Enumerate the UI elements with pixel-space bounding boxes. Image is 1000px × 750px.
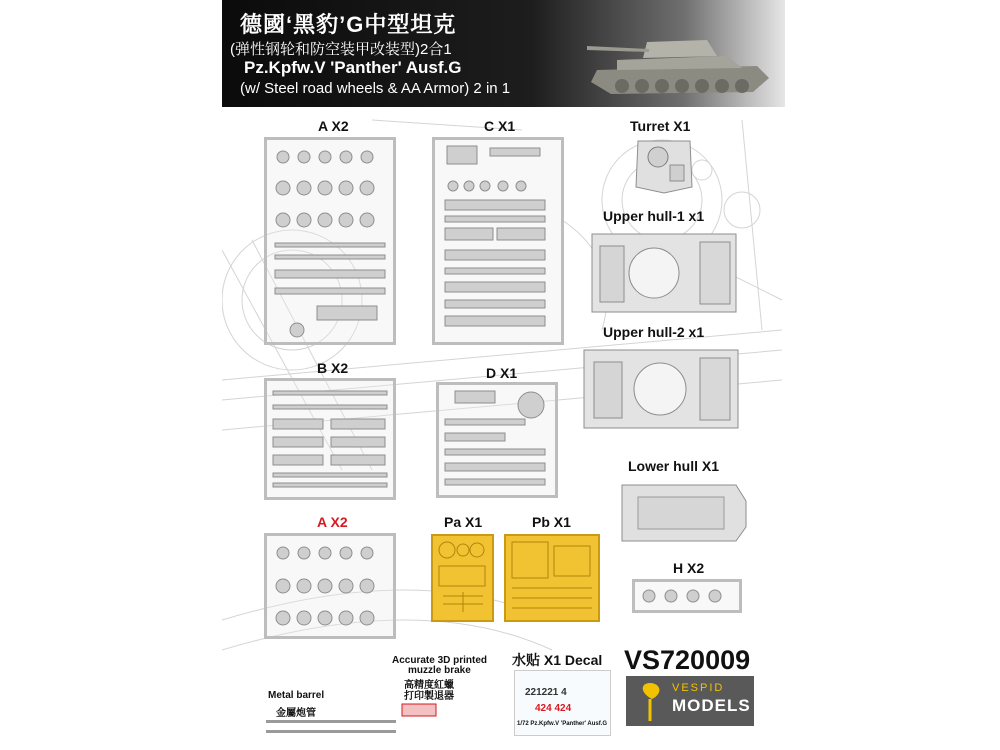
sprue-b-parts <box>267 381 393 497</box>
label-turret: Turret X1 <box>630 118 691 134</box>
tank-photo <box>577 20 777 100</box>
upper-hull-1-part <box>588 228 740 316</box>
subtitle-chinese: (弹性钢轮和防空装甲改装型)2合1 <box>230 41 452 58</box>
turret-part <box>632 137 696 195</box>
label-upper-hull-1: Upper hull-1 x1 <box>603 208 705 224</box>
decal-caption: 1/72 Pz.Kpfw.V 'Panther' Ausf.G <box>517 721 608 727</box>
sprue-a-second-parts <box>267 536 393 636</box>
upper-hull-2-part <box>580 344 742 434</box>
sprue-d-parts <box>439 385 555 495</box>
brake-en-line1: Accurate 3D printed <box>392 655 488 666</box>
barrel-en: Metal barrel <box>268 690 325 701</box>
sprue-h <box>632 579 742 613</box>
wasp-icon <box>630 677 670 725</box>
photo-etch-pb <box>504 534 600 622</box>
label-sprue-d: D X1 <box>486 365 518 381</box>
muzzle-brake-part <box>400 700 440 720</box>
product-code: VS720009 <box>624 645 751 675</box>
decal-sheet <box>514 670 611 736</box>
sprue-a-parts <box>267 140 393 342</box>
sprue-b <box>264 378 396 500</box>
barrel-cn: 金屬炮管 <box>276 708 316 719</box>
label-photo-etch-pa: Pa X1 <box>444 514 483 530</box>
label-lower-hull: Lower hull X1 <box>628 458 720 474</box>
label-upper-hull-2: Upper hull-2 x1 <box>603 324 705 340</box>
title-chinese: 德國‘黑豹’G中型坦克 <box>240 12 457 37</box>
label-sprue-a: A X2 <box>318 118 349 134</box>
decal-numbers-2: 424 424 <box>535 703 572 714</box>
label-sprue-b: B X2 <box>317 360 349 376</box>
header-banner <box>222 0 785 107</box>
label-decal: 水贴 X1 Decal <box>512 652 603 668</box>
brake-en-line2: muzzle brake <box>408 665 471 676</box>
label-photo-etch-pb: Pb X1 <box>532 514 571 530</box>
brake-cn-line2: 打印製退器 <box>404 691 454 702</box>
sprue-h-parts <box>635 582 739 610</box>
sprue-c-parts <box>435 140 561 342</box>
label-sprue-a-second: A X2 <box>317 514 348 530</box>
title-english: Pz.Kpfw.V 'Panther' Ausf.G <box>244 58 462 77</box>
label-sprue-h: H X2 <box>673 560 705 576</box>
sprue-d <box>436 382 558 498</box>
decal-numbers-1: 221221 4 <box>525 687 567 698</box>
brake-cn-line1: 高精度紅蠟 <box>404 680 454 691</box>
subtitle-english: (w/ Steel road wheels & AA Armor) 2 in 1 <box>240 80 511 97</box>
photo-etch-pb-parts <box>506 536 598 620</box>
sprue-c <box>432 137 564 345</box>
sprue-a <box>264 137 396 345</box>
logo-text-bottom: MODELS <box>672 696 751 715</box>
lower-hull-part <box>618 477 750 547</box>
metal-barrel-part <box>262 716 402 738</box>
photo-etch-pa-parts <box>433 536 492 620</box>
photo-etch-pa <box>431 534 494 622</box>
label-sprue-c: C X1 <box>484 118 516 134</box>
vespid-logo <box>626 676 754 726</box>
sprue-a-second <box>264 533 396 639</box>
logo-text-top: VESPID <box>672 682 725 694</box>
